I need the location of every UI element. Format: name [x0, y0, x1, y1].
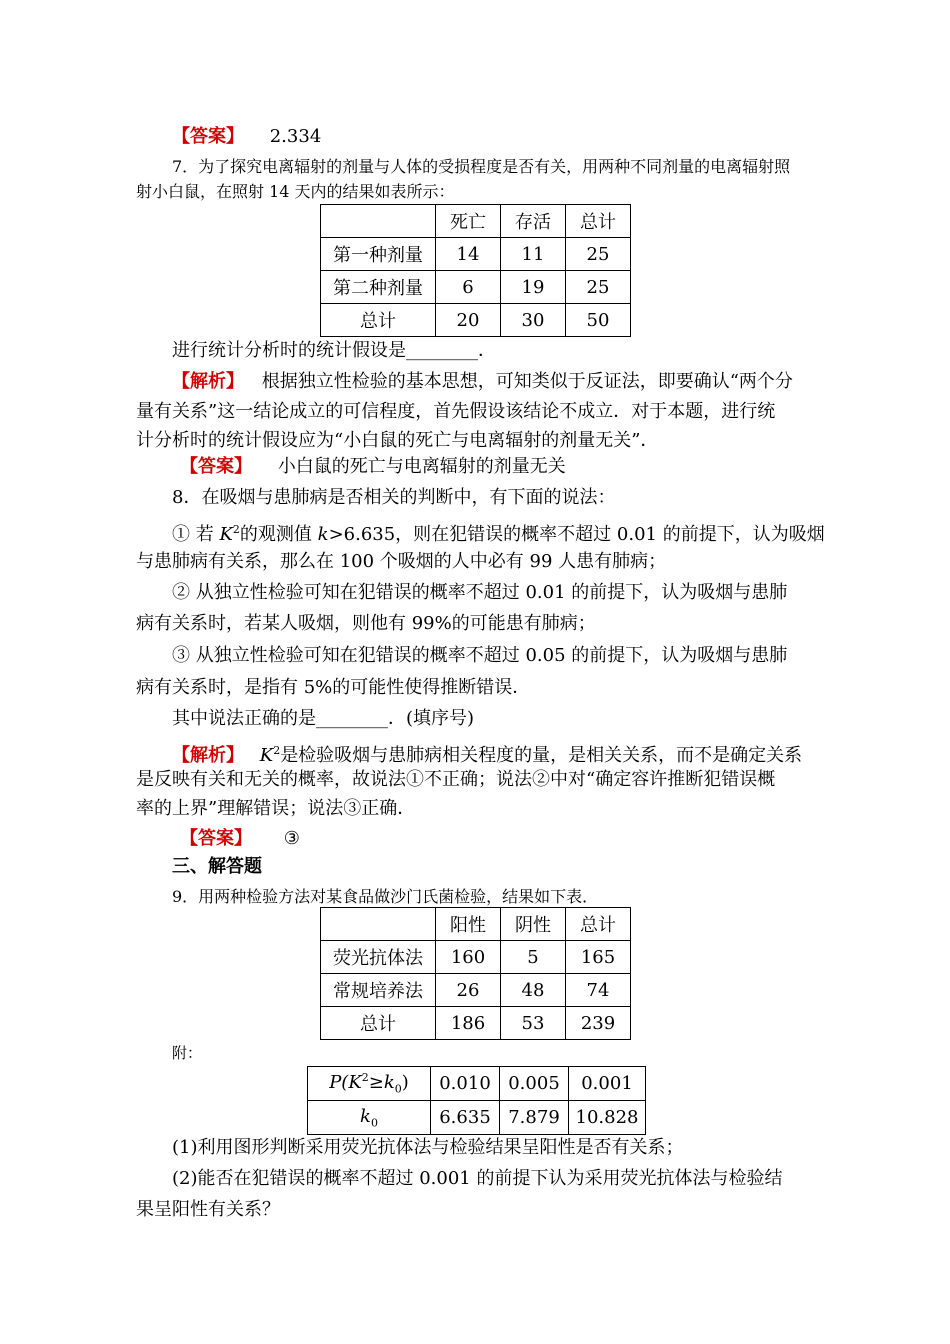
table-row — [321, 238, 631, 271]
appendix-label: 附： — [172, 1044, 203, 1062]
table-header-cell: 阴性 — [501, 908, 566, 941]
math-var: k — [317, 524, 329, 545]
q9-part2-line2: 果呈阳性有关系？ — [136, 1199, 280, 1220]
table-cell: 186 — [436, 1007, 501, 1040]
table-cell: 总计 — [321, 304, 436, 337]
q8-s3-line2: 病有关系时，是指有 5%的可能性使得推断错误． — [136, 677, 531, 698]
table-cell: 160 — [436, 941, 501, 974]
table-header-cell — [308, 1067, 431, 1101]
q8-answer-line — [180, 828, 300, 850]
answer-value: 2.334 — [269, 126, 322, 147]
q8-analysis-line3: 率的上界”理解错误；说法③正确． — [136, 798, 416, 819]
analysis-tag: 【解析】 — [172, 745, 244, 766]
q7-line2: 射小白鼠，在照射 14 天内的结果如表所示： — [136, 182, 455, 201]
table-row — [321, 941, 631, 974]
math-sup: 2 — [273, 744, 281, 757]
text: 的观测值 — [239, 524, 318, 545]
table-row — [321, 304, 631, 337]
q8-s2-line1: ② 从独立性检验可知在犯错误的概率不超过 0.01 的前提下，认为吸烟与患肺 — [172, 582, 788, 603]
answer-tag: 【答案】 — [180, 456, 252, 477]
q8-s1-line1 — [172, 519, 825, 546]
table-cell: 0.010 — [431, 1067, 500, 1101]
q8-analysis-line2: 是反映有关和无关的概率，故说法①不正确；说法②中对“确定容许推断犯错误概 — [136, 769, 776, 790]
table-row — [321, 1007, 631, 1040]
analysis-tag: 【解析】 — [172, 371, 244, 392]
table-cell: 6 — [436, 271, 501, 304]
q7-analysis-line3: 计分析时的统计假设应为“小白鼠的死亡与电离辐射的剂量无关”． — [136, 430, 659, 451]
table-cell: 10.828 — [569, 1101, 646, 1135]
math-sup: 2 — [361, 1071, 369, 1085]
answer-tag: 【答案】 — [180, 828, 252, 849]
table-header-cell — [321, 908, 436, 941]
math-text: ) — [401, 1072, 409, 1094]
math-sub: 0 — [370, 1116, 378, 1130]
q9-table — [320, 907, 631, 1040]
q8-s2-line2: 病有关系时，若某人吸烟，则他有 99%的可能患有肺病； — [136, 613, 596, 634]
analysis-text: 是检验吸烟与患肺病相关程度的量，是相关关系，而不是确定关系 — [280, 745, 803, 766]
table-cell: 26 — [436, 974, 501, 1007]
table-header-cell: 总计 — [566, 205, 631, 238]
q8-prompt: 其中说法正确的是________．(填序号) — [172, 708, 475, 729]
table-cell: 48 — [501, 974, 566, 1007]
table-cell: 6.635 — [431, 1101, 500, 1135]
math-var: K — [219, 524, 233, 545]
table-cell: 14 — [436, 238, 501, 271]
table-cell: 50 — [566, 304, 631, 337]
table-row — [321, 974, 631, 1007]
table-cell: 25 — [566, 271, 631, 304]
q7-line1: 7．为了探究电离辐射的剂量与人体的受损程度是否有关，用两种不同剂量的电离辐射照 — [172, 157, 791, 176]
math-text: ≥k — [368, 1072, 395, 1094]
q8-s3-line1: ③ 从独立性检验可知在犯错误的概率不超过 0.05 的前提下，认为吸烟与患肺 — [172, 645, 788, 666]
answer-line-6 — [172, 126, 321, 148]
table-cell: 165 — [566, 941, 631, 974]
analysis-text: 根据独立性检验的基本思想，可知类似于反证法，即要确认“两个分 — [261, 371, 793, 392]
math-var: k — [360, 1105, 371, 1127]
q8-s1-line2: 与患肺病有关系，那么在 100 个吸烟的人中必有 99 人患有肺病； — [136, 551, 667, 572]
table-cell: 239 — [566, 1007, 631, 1040]
table-row — [308, 1101, 646, 1135]
table-row — [321, 271, 631, 304]
answer-value: ③ — [283, 828, 300, 849]
table-header-cell: 阳性 — [436, 908, 501, 941]
q9-part2-line1: (2)能否在犯错误的概率不超过 0.001 的前提下认为采用荧光抗体法与检验结 — [172, 1168, 783, 1189]
table-header-cell: 总计 — [566, 908, 631, 941]
table-cell: 第二种剂量 — [321, 271, 436, 304]
table-header-cell: 死亡 — [436, 205, 501, 238]
table-header-cell — [308, 1101, 431, 1135]
q7-analysis-line2: 量有关系”这一结论成立的可信程度，首先假设该结论不成立．对于本题，进行统 — [136, 401, 776, 422]
q9-line1: 9．用两种检验方法对某食品做沙门氏菌检验，结果如下表． — [172, 887, 599, 906]
table-cell: 20 — [436, 304, 501, 337]
math-var: K — [259, 745, 274, 766]
table-cell: 总计 — [321, 1007, 436, 1040]
q8-analysis-line1 — [172, 740, 802, 767]
section-title: 三、解答题 — [172, 856, 262, 877]
text: >6.635，则在犯错误的概率不超过 0.01 的前提下，认为吸烟 — [328, 524, 825, 545]
table-cell: 30 — [501, 304, 566, 337]
text: ① 若 — [172, 524, 220, 545]
table-cell: 第一种剂量 — [321, 238, 436, 271]
math-text: P(K — [329, 1072, 362, 1094]
table-cell: 0.005 — [500, 1067, 569, 1101]
table-cell: 25 — [566, 238, 631, 271]
table-cell: 11 — [501, 238, 566, 271]
table-cell: 53 — [501, 1007, 566, 1040]
table-header-cell — [321, 205, 436, 238]
answer-value: 小白鼠的死亡与电离辐射的剂量无关 — [277, 456, 566, 477]
q7-analysis-line1 — [172, 371, 793, 393]
q7-table — [320, 204, 631, 337]
table-cell: 19 — [501, 271, 566, 304]
q9-part1: (1)利用图形判断采用荧光抗体法与检验结果呈阳性是否有关系； — [172, 1137, 684, 1158]
answer-tag: 【答案】 — [172, 126, 244, 147]
math-sup: 2 — [232, 523, 240, 536]
table-cell: 5 — [501, 941, 566, 974]
table-cell: 荧光抗体法 — [321, 941, 436, 974]
q8-line1: 8．在吸烟与患肺病是否相关的判断中，有下面的说法： — [172, 487, 616, 508]
table-cell: 常规培养法 — [321, 974, 436, 1007]
table-cell: 0.001 — [569, 1067, 646, 1101]
probability-table — [307, 1066, 646, 1135]
q7-answer-line — [180, 456, 566, 478]
table-cell: 7.879 — [500, 1101, 569, 1135]
table-header-cell: 存活 — [501, 205, 566, 238]
table-row — [308, 1067, 646, 1101]
table-cell: 74 — [566, 974, 631, 1007]
q7-prompt: 进行统计分析时的统计假设是________． — [172, 340, 496, 361]
math-sub: 0 — [394, 1082, 402, 1096]
